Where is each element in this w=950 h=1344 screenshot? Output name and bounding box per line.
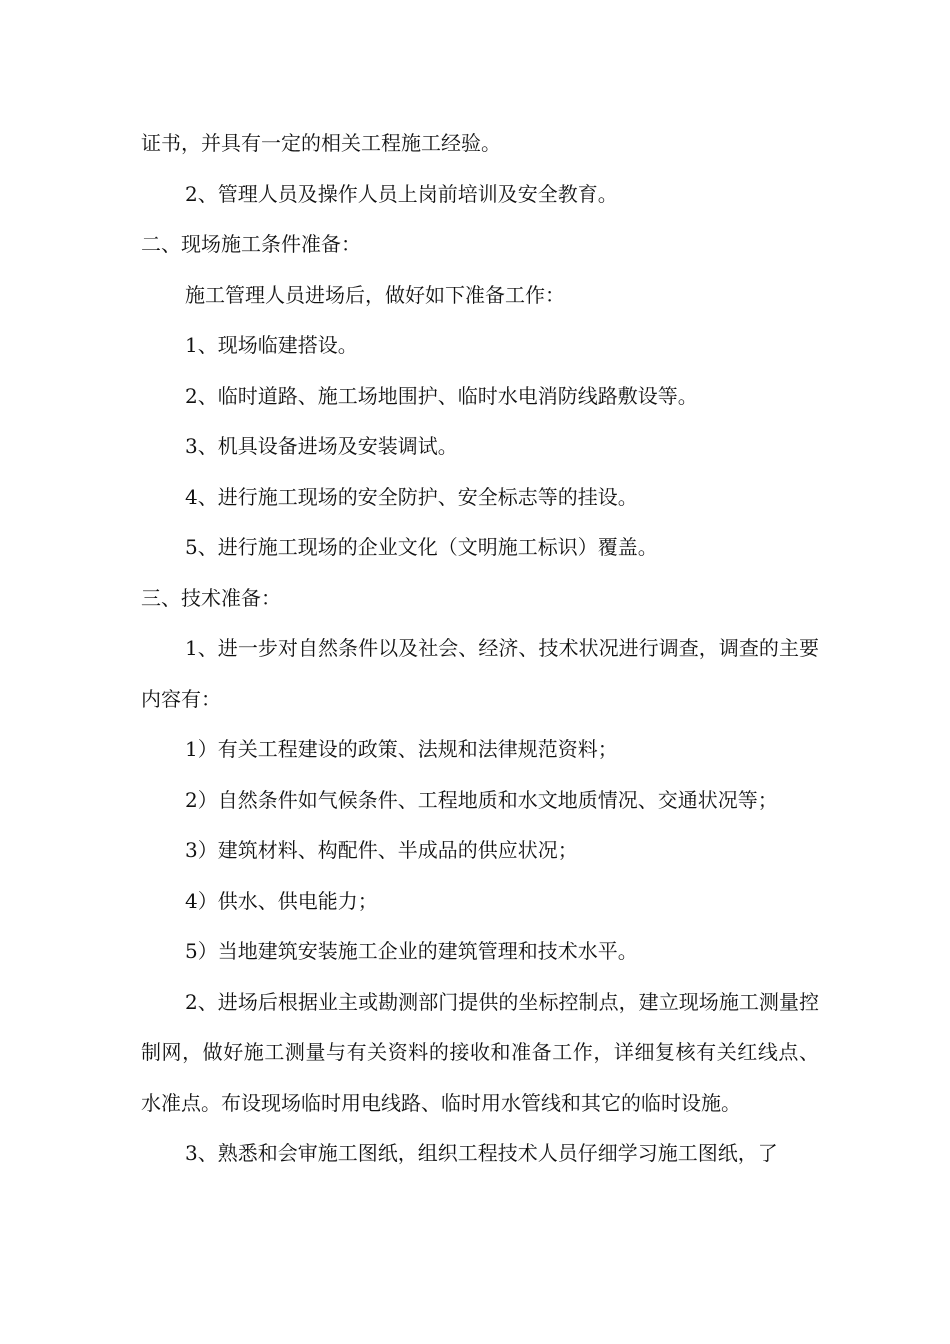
sub-list-item: 2）自然条件如气候条件、工程地质和水文地质情况、交通状况等；: [185, 787, 778, 812]
list-item: 2、进场后根据业主或勘测部门提供的坐标控制点，建立现场施工测量控制网，做好施工测量与有关资料的接收和准备工作，详细复核有关红线点、水准点。布设现场临时用电线路、临时用水管线和其它的临时设施。: [141, 989, 819, 1115]
list-item: 2、临时道路、施工场地围护、临时水电消防线路敷设等。: [185, 383, 698, 408]
section-heading: 三、技术准备：: [141, 585, 281, 610]
paragraph: 施工管理人员进场后，做好如下准备工作：: [185, 282, 565, 307]
paragraph: 证书，并具有一定的相关工程施工经验。: [141, 131, 501, 155]
sub-list-item: 5）当地建筑安装施工企业的建筑管理和技术水平。: [185, 939, 638, 963]
list-item: 3、机具设备进场及安装调试。: [185, 434, 458, 458]
list-item: 4、进行施工现场的安全防护、安全标志等的挂设。: [185, 484, 638, 509]
list-item: 1、进一步对自然条件以及社会、经济、技术状况进行调查，调查的主要内容有：: [141, 636, 819, 711]
list-item: 3、熟悉和会审施工图纸，组织工程技术人员仔细学习施工图纸，了: [185, 1141, 778, 1165]
sub-list-item: 3）建筑材料、构配件、半成品的供应状况；: [185, 838, 578, 862]
list-item: 1、现场临建搭设。: [185, 333, 358, 357]
section-heading: 二、现场施工条件准备：: [141, 232, 361, 256]
paragraph: 2、管理人员及操作人员上岗前培训及安全教育。: [185, 181, 618, 206]
sub-list-item: 4）供水、供电能力；: [185, 888, 378, 913]
document-body: [141, 118, 819, 1179]
list-item: 5、进行施工现场的企业文化（文明施工标识）覆盖。: [185, 535, 658, 559]
sub-list-item: 1）有关工程建设的政策、法规和法律规范资料；: [185, 737, 618, 761]
